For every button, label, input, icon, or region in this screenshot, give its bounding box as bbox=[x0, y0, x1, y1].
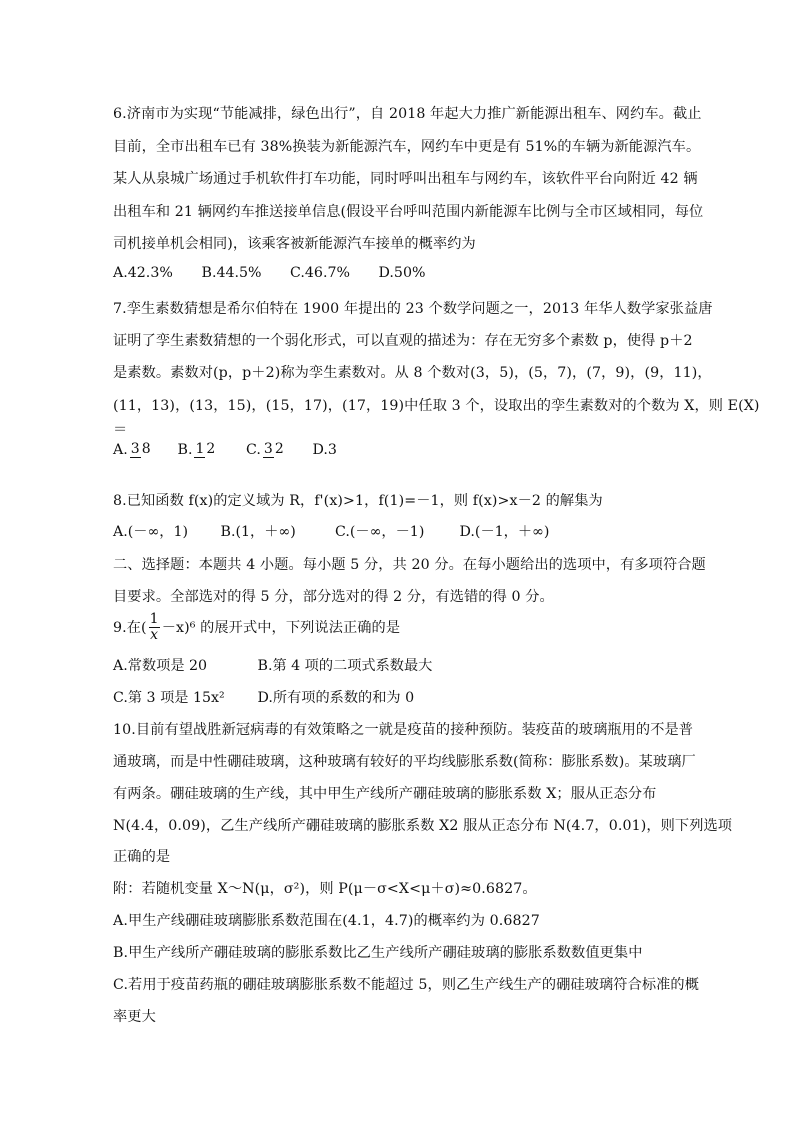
q6-line-2: 目前，全市出租车已有 38%换装为新能源汽车，网约车中更是有 51%的车辆为新能源汽车。 bbox=[113, 139, 701, 155]
q7-option-a bbox=[113, 442, 173, 458]
q6-option-b: B.44.5% bbox=[201, 265, 262, 281]
q7-option-c-fraction bbox=[263, 442, 285, 458]
q7-option-c-label: C. bbox=[246, 442, 261, 458]
q7-option-a-numerator: 3 bbox=[130, 441, 140, 458]
q8-options bbox=[113, 521, 549, 541]
q6-line-4: 出租车和 21 辆网约车推送接单信息(假设平台呼叫范围内新能源车比例与全市区域相同，每位 bbox=[113, 204, 704, 220]
q6-option-a: A.42.3% bbox=[113, 265, 173, 281]
q10-line-4: N(4.4，0.09)，乙生产线所产硼硅玻璃的膨胀系数 X2 服从正态分布 N(4.7，0.01)，则下列选项 bbox=[113, 818, 733, 834]
q9-line bbox=[113, 612, 400, 642]
q10-option-b: B.甲生产线所产硼硅玻璃的膨胀系数比乙生产线所产硼硅玻璃的膨胀系数数值更集中 bbox=[113, 945, 643, 961]
q10-note: 附：若随机变量 X～N(μ，σ²)，则 P(μ－σ<X<μ＋σ)≈0.6827。 bbox=[113, 881, 537, 897]
q9-fraction-denominator: x bbox=[150, 626, 159, 643]
q9-option-d: D.所有项的系数的和为 0 bbox=[257, 690, 415, 706]
q10-option-a: A.甲生产线硼硅玻璃膨胀系数范围在(4.1，4.7)的概率约为 0.6827 bbox=[113, 913, 540, 929]
q7-option-a-denominator: 8 bbox=[141, 441, 151, 458]
q7-line-5: ＝ bbox=[113, 422, 128, 438]
q7-line-2: 证明了孪生素数猜想的一个弱化形式，可以直观的描述为：存在无穷多个素数 p，使得 p＋2 bbox=[113, 333, 693, 349]
q9-options-row-2 bbox=[113, 687, 414, 707]
q7-line-1: 7.孪生素数猜想是希尔伯特在 1900 年提出的 23 个数学问题之一，2013 年华人数学家张益唐 bbox=[113, 301, 713, 317]
q9-suffix: －x)⁶ 的展开式中，下列说法正确的是 bbox=[161, 620, 401, 637]
q9-option-b: B.第 4 项的二项式系数最大 bbox=[257, 658, 433, 674]
q10-line-3: 有两条。硼硅玻璃的生产线，其中甲生产线所产硼硅玻璃的膨胀系数 X；服从正态分布 bbox=[113, 786, 657, 802]
q7-option-a-fraction bbox=[130, 442, 152, 458]
q9-fraction bbox=[149, 612, 160, 642]
q9-option-c: C.第 3 项是 15x² bbox=[113, 690, 225, 706]
q7-line-3: 是素数。素数对(p，p＋2)称为孪生素数对。从 8 个数对(3，5)，(5，7)，(7，9)，(9，11)， bbox=[113, 365, 712, 381]
q7-option-c-denominator: 2 bbox=[274, 441, 284, 458]
q7-option-b-denominator: 2 bbox=[206, 441, 216, 458]
q7-option-b-fraction bbox=[194, 442, 216, 458]
q6-line-1: 6.济南市为实现“节能减排，绿色出行”，自 2018 年起大力推广新能源出租车、网约车。截止 bbox=[113, 106, 702, 122]
q10-option-c-line-1: C.若用于疫苗药瓶的硼硅玻璃膨胀系数不能超过 5，则乙生产线生产的硼硅玻璃符合标准的概 bbox=[113, 977, 700, 993]
q7-option-b-numerator: 1 bbox=[195, 441, 205, 458]
q7-option-c-numerator: 3 bbox=[263, 441, 273, 458]
q10-line-2: 通玻璃，而是中性硼硅玻璃，这种玻璃有较好的平均线膨胀系数(简称：膨胀系数)。某玻璃厂 bbox=[113, 754, 696, 770]
section2-line-2: 目要求。全部选对的得 5 分，部分选对的得 2 分，有选错的得 0 分。 bbox=[113, 589, 554, 605]
q9-option-a: A.常数项是 20 bbox=[113, 658, 208, 674]
q7-option-d: D.3 bbox=[312, 442, 337, 458]
q10-option-c-line-2: 率更大 bbox=[113, 1009, 156, 1025]
q8-line: 8.已知函数 f(x)的定义域为 R，f'(x)>1，f(1)=－1，则 f(x)>x－2 的解集为 bbox=[113, 493, 603, 509]
q9-options-row-1 bbox=[113, 655, 432, 675]
q10-line-1: 10.目前有望战胜新冠病毒的有效策略之一就是疫苗的接种预防。装疫苗的玻璃瓶用的不是普 bbox=[113, 722, 694, 738]
section2-line-1: 二、选择题：本题共 4 小题。每小题 5 分，共 20 分。在每小题给出的选项中，有多项符合题 bbox=[113, 557, 706, 573]
q7-line-4: (11，13)，(13，15)，(15，17)，(17，19)中任取 3 个，设取出的孪生素数对的个数为 X，则 E(X) bbox=[113, 398, 760, 414]
q9-prefix: 9.在( bbox=[113, 620, 147, 637]
q6-line-5: 司机接单机会相同)，该乘客被新能源汽车接单的概率约为 bbox=[113, 236, 476, 252]
q6-options bbox=[113, 265, 425, 281]
q7-option-c bbox=[246, 442, 308, 458]
q7-option-b-label: B. bbox=[177, 442, 193, 458]
q8-option-d: D.(－1，＋∞) bbox=[459, 524, 550, 540]
q8-option-a: A.(－∞，1) bbox=[113, 524, 189, 540]
q7-options bbox=[113, 442, 337, 458]
q6-option-c: C.46.7% bbox=[290, 265, 350, 281]
q7-option-a-label: A. bbox=[113, 442, 128, 458]
q9-fraction-numerator: 1 bbox=[149, 611, 159, 627]
q10-line-5: 正确的是 bbox=[113, 849, 171, 865]
q7-option-b bbox=[178, 442, 242, 458]
q6-line-3: 某人从泉城广场通过手机软件打车功能，同时呼叫出租车与网约车，该软件平台向附近 42 辆 bbox=[113, 171, 698, 187]
q8-option-c: C.(－∞，－1) bbox=[335, 524, 425, 540]
q6-option-d: D.50% bbox=[378, 265, 426, 281]
q8-option-b: B.(1，＋∞) bbox=[220, 524, 296, 540]
